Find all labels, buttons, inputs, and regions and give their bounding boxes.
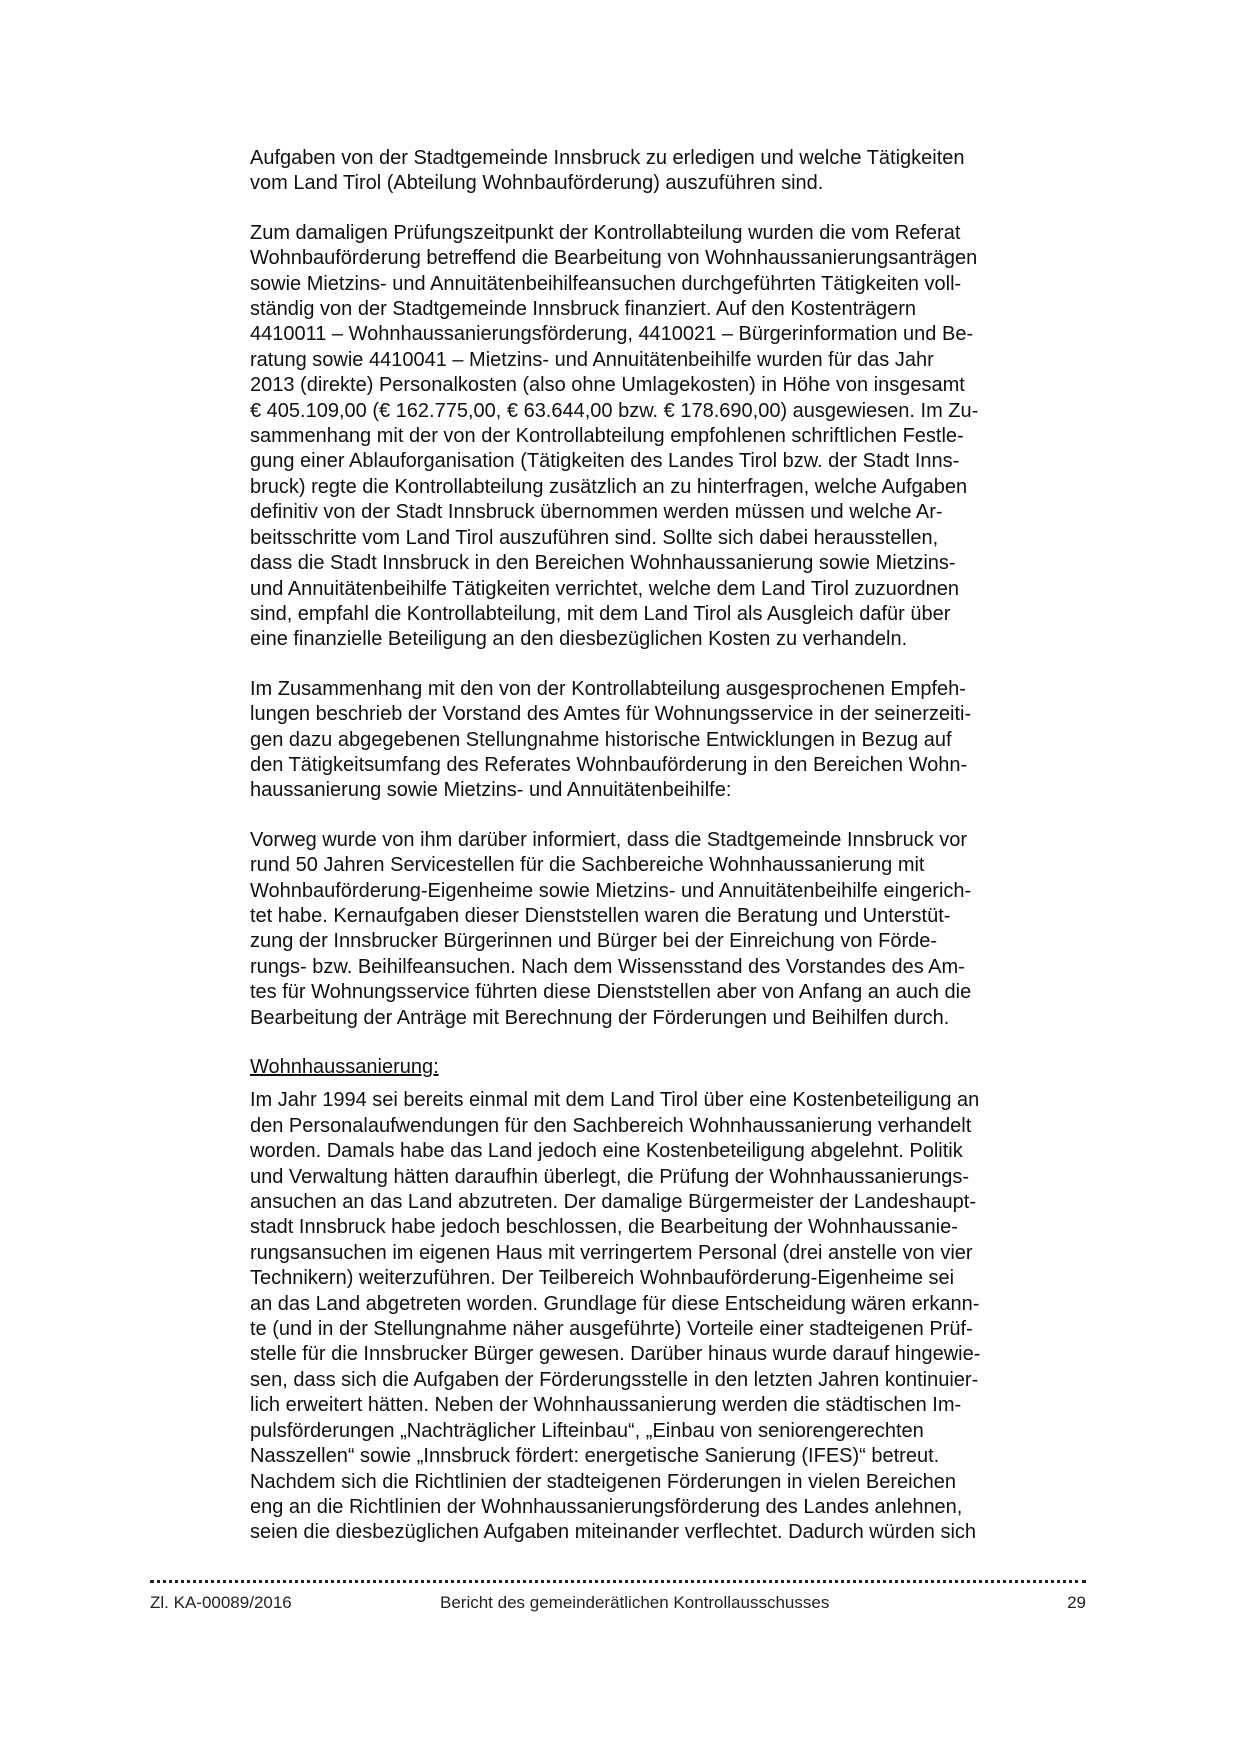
- paragraph-history: Vorweg wurde von ihm darüber informiert, dass die Stadtgemeinde Innsbruck vor rund 50 Jahren Servicestellen für die Sachbereiche Wohnhaussanierung mit Wohnbauförderung-Eigenheime sowie Mietzins- und Annuitätenbeihilfe eingerich- tet habe. Kernaufgaben dieser Dienststellen waren die Beratung und Unterstüt- zung der Innsbrucker Bürgerinnen und Bürger bei der Einreichung von Förde- rungs- bzw. Beihilfeansuchen. Nach dem Wissensstand des Vorstandes des Am- tes für Wohnungsservice führten diese Dienststellen aber von Anfang an auch die Bearbeitung der Anträge mit Berechnung der Förderungen und Beihilfen durch.: [250, 828, 972, 1029]
- paragraph-wohnhaussanierung: Im Jahr 1994 sei bereits einmal mit dem Land Tirol über eine Kostenbeteiligung an den Personalaufwendungen für den Sachbereich Wohnhaussanierung verhandelt worden. Damals habe das Land jedoch eine Kostenbeteiligung abgelehnt. Politik und Verwaltung hätten daraufhin überlegt, die Prüfung der Wohnhaussanierungs- ansuchen an das Land abzutreten. Der damalige Bürgermeister der Landeshaupt- stadt Innsbruck habe jedoch beschlossen, die Bearbeitung der Wohnhaussanie- rungsansuchen im eigenen Haus mit verringertem Personal (drei anstelle von vier Technikern) weiterzuführen. Der Teilbereich Wohnbauförderung-Eigenheime sei an das Land abgetreten worden. Grundlage für diese Entscheidung wären erkann- te (und in der Stellungnahme näher ausgeführte) Vorteile einer stadteigenen Prüf- stelle für die Innsbrucker Bürger gewesen. Darüber hinaus wurde darauf hingewie- sen, dass sich die Aufgaben der Förderungsstelle in den letzten Jahren kontinuier- lich erweitert hätten. Neben der Wohnhaussanierung werden die städtischen Im- pulsförderungen „Nachträglicher Lifteinbau“, „Einbau von seniorengerechten Nasszellen“ sowie „Innsbruck fördert: energetische Sanierung (IFES)“ betreut. Nachdem sich die Richtlinien der stadteigenen Förderungen in vielen Bereichen eng an die Richtlinien der Wohnhaussanierungsförderung des Landes anlehnen, seien die diesbezüglichen Aufgaben miteinander verflechtet. Dadurch würden sich: [250, 1089, 981, 1544]
- paragraph-intro: Aufgaben von der Stadtgemeinde Innsbruck zu erledigen und welche Tätigkeiten vom Land Tirol (Abteilung Wohnbauförderung) auszuführen sind.: [250, 147, 965, 195]
- footer-reference: Zl. KA-00089/2016: [150, 1593, 292, 1612]
- document-body: [250, 146, 1086, 1570]
- page-number: 29: [1067, 1593, 1086, 1612]
- footer-divider: [150, 1580, 1086, 1583]
- paragraph-recommendations: Im Zusammenhang mit den von der Kontrollabteilung ausgesprochenen Empfeh- lungen beschrieb der Vorstand des Amtes für Wohnungsservice in der seinerzeiti- gen dazu abgegebenen Stellungnahme historische Entwicklungen in Bezug auf den Tätigkeitsumfang des Referates Wohnbauförderung in den Bereichen Wohn- haussanierung sowie Mietzins- und Annuitätenbeihilfe:: [250, 677, 972, 802]
- footer-title: Bericht des gemeinderätlichen Kontrollausschusses: [440, 1593, 830, 1612]
- section-heading-wohnhaussanierung: Wohnhaussanierung:: [250, 1056, 439, 1078]
- paragraph-audit-costs: Zum damaligen Prüfungszeitpunkt der Kontrollabteilung wurden die vom Referat Wohnbauförderung betreffend die Bearbeitung von Wohnhaussanierungsanträgen sowie Mietzins- und Annuitätenbeihilfeansuchen durchgeführten Tätigkeiten voll- ständig von der Stadtgemeinde Innsbruck finanziert. Auf den Kostenträgern 4410011 – Wohnhaussanierungsförderung, 4410021 – Bürgerinformation und Be- ratung sowie 4410041 – Mietzins- und Annuitätenbeihilfe wurden für das Jahr 2013 (direkte) Personalkosten (also ohne Umlagekosten) in Höhe von insgesamt € 405.109,00 (€ 162.775,00, € 63.644,00 bzw. € 178.690,00) ausgewiesen. Im Zu- sammenhang mit der von der Kontrollabteilung empfohlenen schriftlichen Festle- gung einer Ablauforganisation (Tätigkeiten des Landes Tirol bzw. der Stadt Inns- bruck) regte die Kontrollabteilung zusätzlich an zu hinterfragen, welche Aufgaben definitiv von der Stadt Innsbruck übernommen werden müssen und welche Ar- beitsschritte vom Land Tirol auszuführen sind. Sollte sich dabei herausstellen, dass die Stadt Innsbruck in den Bereichen Wohnhaussanierung sowie Mietzins- und Annuitätenbeihilfe Tätigkeiten verrichtet, welche dem Land Tirol zuzuordnen sind, empfahl die Kontrollabteilung, mit dem Land Tirol als Ausgleich dafür über eine finanzielle Beteiligung an den diesbezüglichen Kosten zu verhandeln.: [250, 221, 979, 651]
